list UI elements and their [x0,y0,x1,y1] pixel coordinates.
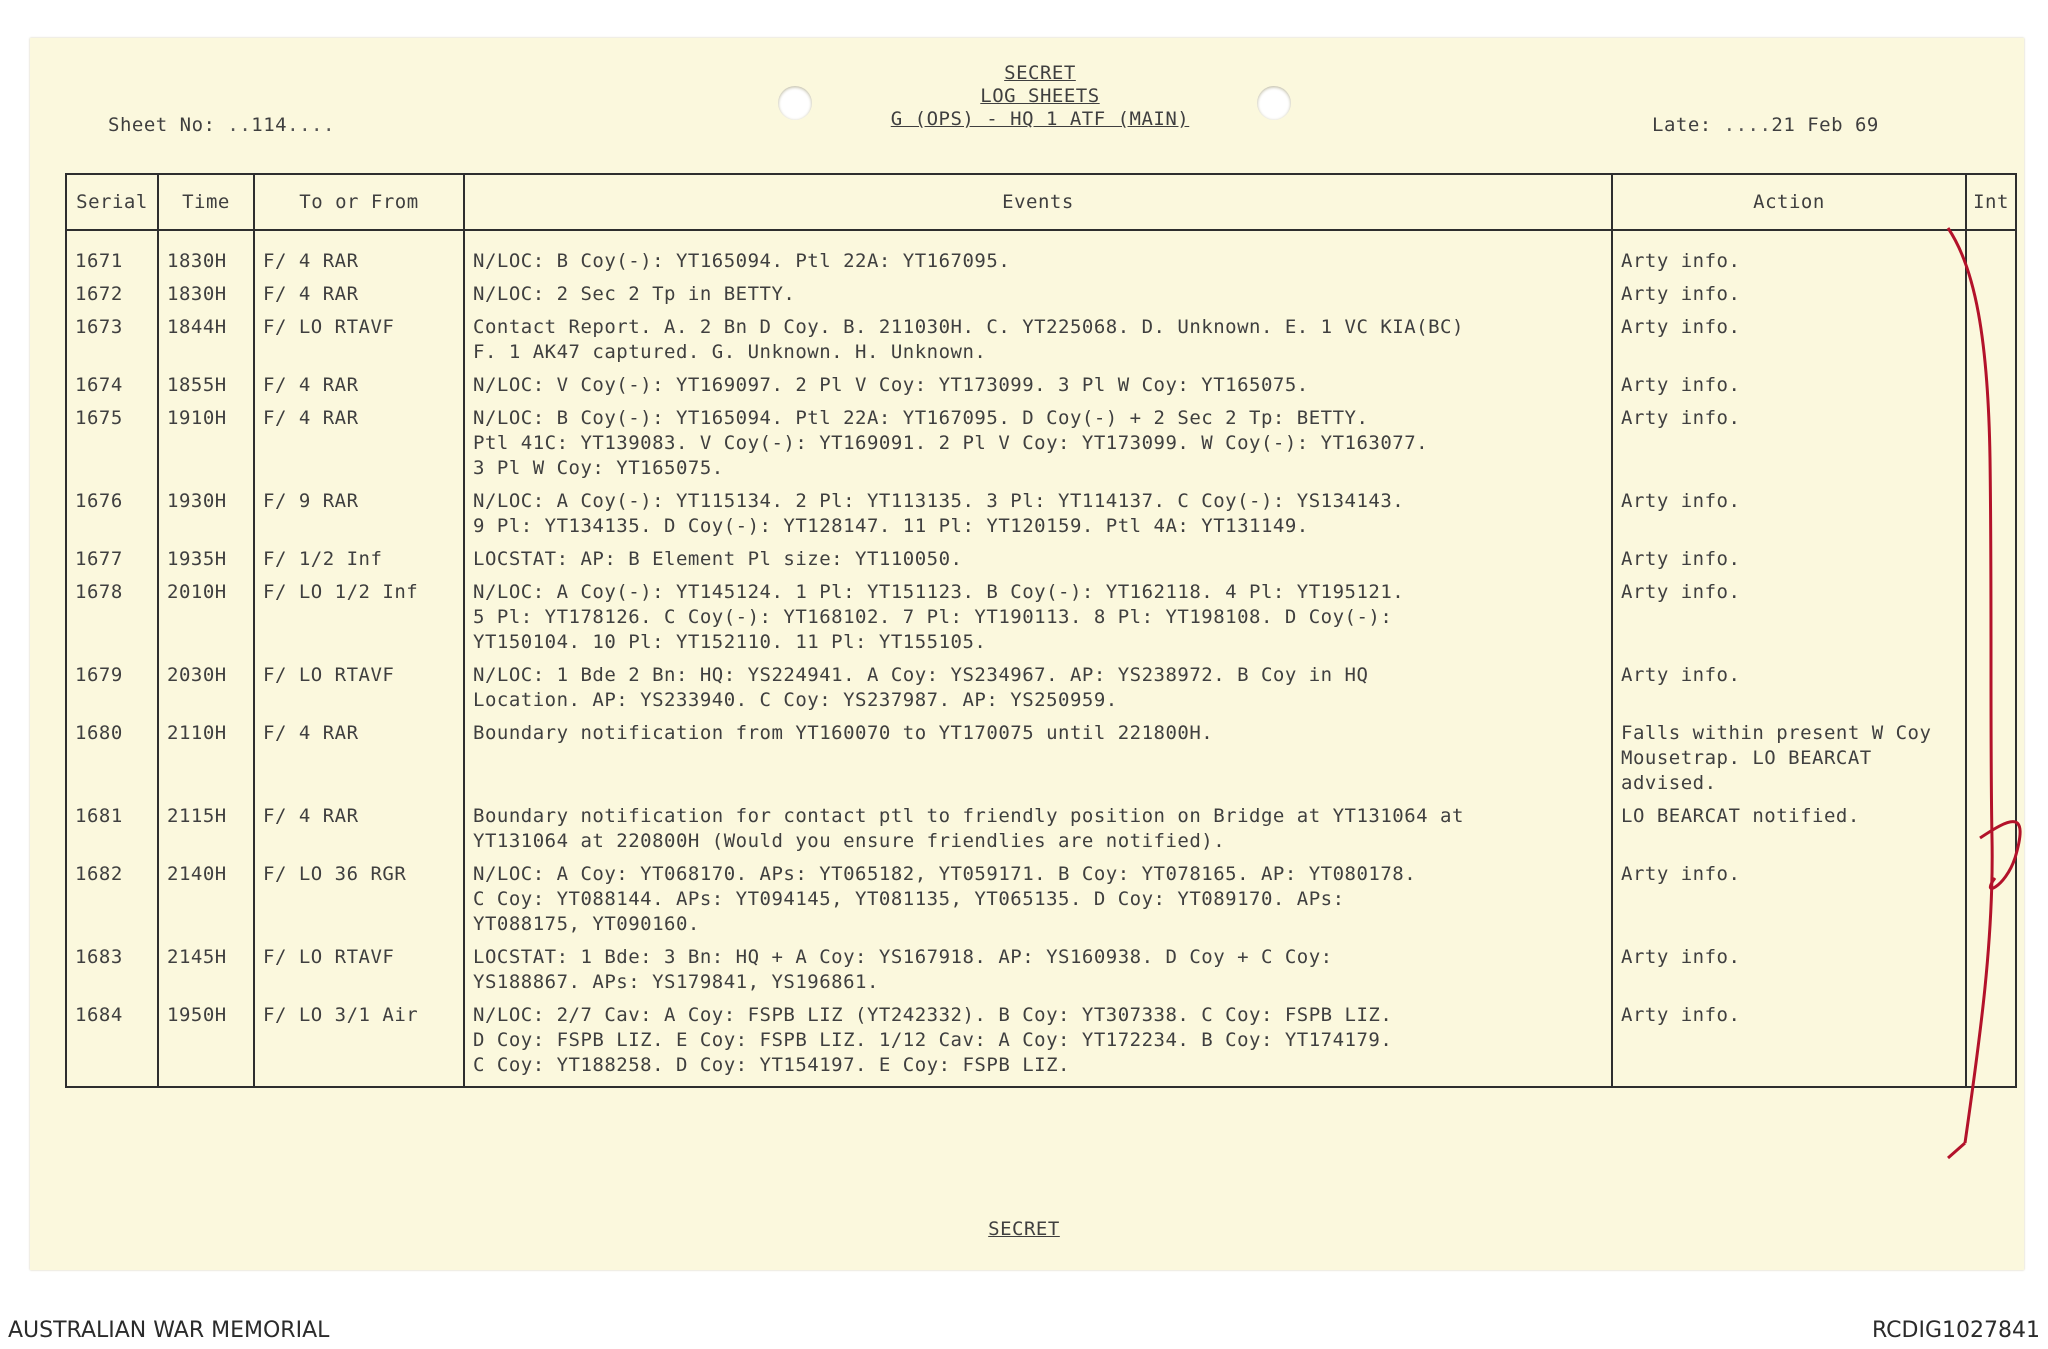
document-header [800,62,1280,131]
cell-events: N/LOC: 1 Bde 2 Bn: HQ: YS224941. A Coy: YS234967. AP: YS238972. B Coy in HQ Location. AP: YS233940. C Coy: YS237987. AP: YS250959. [464,663,1612,721]
cell-time: 2145H [158,945,254,1003]
column-header-action: Action [1612,174,1966,230]
table-row [66,721,2016,804]
cell-time: 1830H [158,282,254,315]
cell-to-or-from: F/ 9 RAR [254,489,464,547]
cell-serial: 1672 [66,282,158,315]
cell-events: N/LOC: B Coy(-): YT165094. Ptl 22A: YT167095. [464,249,1612,282]
table-row [66,249,2016,282]
date-label: Late: [1652,114,1712,136]
cell-serial: 1676 [66,489,158,547]
column-header-serial: Serial [66,174,158,230]
cell-events: LOCSTAT: 1 Bde: 3 Bn: HQ + A Coy: YS167918. AP: YS160938. D Coy + C Coy: YS188867. APs: YS179841, YS196861. [464,945,1612,1003]
table-row [66,373,2016,406]
cell-serial: 1671 [66,249,158,282]
cell-to-or-from: F/ 4 RAR [254,804,464,862]
cell-action: Arty info. [1612,315,1966,373]
cell-action: Arty info. [1612,663,1966,721]
cell-int [1966,663,2016,721]
log-table [65,173,2017,1088]
cell-int [1966,373,2016,406]
table-row [66,315,2016,373]
cell-serial: 1678 [66,580,158,663]
date-field: Late: ....21 Feb 69 [1652,114,1879,136]
column-header-to-or-from: To or From [254,174,464,230]
cell-to-or-from: F/ LO RTAVF [254,663,464,721]
cell-time: 1910H [158,406,254,489]
cell-events: Contact Report. A. 2 Bn D Coy. B. 211030H. C. YT225068. D. Unknown. E. 1 VC KIA(BC) F. 1 AK47 captured. G. Unknown. H. Unknown. [464,315,1612,373]
classification-top: SECRET [1004,62,1076,84]
column-header-int: Int [1966,174,2016,230]
cell-int [1966,489,2016,547]
sheet-number: Sheet No: ..114.... [108,114,335,136]
unit-title: G (OPS) - HQ 1 ATF (MAIN) [890,108,1190,130]
cell-int [1966,580,2016,663]
table-row [66,663,2016,721]
red-pen-tail-stroke [1948,1143,1965,1158]
table-row [66,406,2016,489]
cell-action: Arty info. [1612,489,1966,547]
caption-archive-name: AUSTRALIAN WAR MEMORIAL [8,1318,330,1343]
cell-action: Arty info. [1612,373,1966,406]
cell-serial: 1681 [66,804,158,862]
cell-to-or-from: F/ 4 RAR [254,373,464,406]
sheet-number-value: 114 [251,114,288,136]
cell-events: N/LOC: A Coy: YT068170. APs: YT065182, YT059171. B Coy: YT078165. AP: YT080178. C Coy: YT088144. APs: YT094145, YT081135, YT065135. D Coy: YT089170. APs: YT088175, YT090160. [464,862,1612,945]
cell-time: 2030H [158,663,254,721]
cell-action: Arty info. [1612,249,1966,282]
cell-serial: 1682 [66,862,158,945]
cell-to-or-from: F/ LO RTAVF [254,945,464,1003]
cell-int [1966,315,2016,373]
cell-to-or-from: F/ LO 1/2 Inf [254,580,464,663]
sheet-number-label: Sheet No: [108,114,216,136]
cell-int [1966,406,2016,489]
table-row [66,945,2016,1003]
cell-events: N/LOC: A Coy(-): YT115134. 2 Pl: YT113135. 3 Pl: YT114137. C Coy(-): YS134143. 9 Pl: YT134135. D Coy(-): YT128147. 11 Pl: YT120159. Ptl 4A: YT131149. [464,489,1612,547]
log-sheet-paper [30,38,2024,1270]
cell-action: LO BEARCAT notified. [1612,804,1966,862]
cell-action: Arty info. [1612,945,1966,1003]
cell-events: N/LOC: A Coy(-): YT145124. 1 Pl: YT151123. B Coy(-): YT162118. 4 Pl: YT195121. 5 Pl: YT178126. C Coy(-): YT168102. 7 Pl: YT190113. 8 Pl: YT198108. D Coy(-): YT150104. 10 Pl: YT152110. 11 Pl: YT155105. [464,580,1612,663]
cell-time: 1950H [158,1003,254,1087]
cell-action: Arty info. [1612,862,1966,945]
cell-serial: 1675 [66,406,158,489]
cell-events: Boundary notification for contact ptl to friendly position on Bridge at YT131064 at YT131064 at 220800H (Would you ensure friendlies are notified). [464,804,1612,862]
cell-time: 1844H [158,315,254,373]
table-row [66,1003,2016,1087]
table-row [66,580,2016,663]
cell-int [1966,721,2016,804]
cell-to-or-from: F/ LO 3/1 Air [254,1003,464,1087]
cell-events: N/LOC: 2 Sec 2 Tp in BETTY. [464,282,1612,315]
cell-serial: 1683 [66,945,158,1003]
cell-int [1966,804,2016,862]
cell-to-or-from: F/ LO RTAVF [254,315,464,373]
date-value: 21 Feb 69 [1771,114,1879,136]
cell-events: LOCSTAT: AP: B Element Pl size: YT110050. [464,547,1612,580]
cell-to-or-from: F/ 4 RAR [254,406,464,489]
cell-serial: 1680 [66,721,158,804]
table-header-row [66,174,2016,230]
cell-time: 2110H [158,721,254,804]
cell-int [1966,547,2016,580]
cell-time: 1935H [158,547,254,580]
cell-events: Boundary notification from YT160070 to YT170075 until 221800H. [464,721,1612,804]
column-header-time: Time [158,174,254,230]
cell-action: Falls within present W Coy Mousetrap. LO BEARCAT advised. [1612,721,1966,804]
cell-to-or-from: F/ LO 36 RGR [254,862,464,945]
table-row [66,282,2016,315]
cell-action: Arty info. [1612,580,1966,663]
cell-int [1966,1003,2016,1087]
caption-archive-id: RCDIG1027841 [1871,1318,2040,1343]
column-header-events: Events [464,174,1612,230]
cell-action: Arty info. [1612,406,1966,489]
cell-serial: 1673 [66,315,158,373]
cell-to-or-from: F/ 4 RAR [254,249,464,282]
table-row [66,489,2016,547]
cell-int [1966,945,2016,1003]
cell-time: 2140H [158,862,254,945]
cell-to-or-from: F/ 4 RAR [254,282,464,315]
cell-to-or-from: F/ 4 RAR [254,721,464,804]
classification-bottom: SECRET [988,1218,1060,1240]
cell-serial: 1679 [66,663,158,721]
cell-events: N/LOC: 2/7 Cav: A Coy: FSPB LIZ (YT242332). B Coy: YT307338. C Coy: FSPB LIZ. D Coy: FSPB LIZ. E Coy: FSPB LIZ. 1/12 Cav: A Coy: YT172234. B Coy: YT174179. C Coy: YT188258. D Coy: YT154197. E Coy: FSPB LIZ. [464,1003,1612,1087]
cell-time: 1855H [158,373,254,406]
cell-action: Arty info. [1612,1003,1966,1087]
cell-int [1966,282,2016,315]
table-row [66,862,2016,945]
log-table-body [66,230,2016,1087]
table-row [66,804,2016,862]
cell-time: 1930H [158,489,254,547]
table-row [66,547,2016,580]
cell-serial: 1684 [66,1003,158,1087]
cell-events: N/LOC: B Coy(-): YT165094. Ptl 22A: YT167095. D Coy(-) + 2 Sec 2 Tp: BETTY. Ptl 41C: YT139083. V Coy(-): YT169091. 2 Pl V Coy: YT173099. W Coy(-): YT163077. 3 Pl W Coy: YT165075. [464,406,1612,489]
document-type: LOG SHEETS [980,85,1100,107]
cell-time: 1830H [158,249,254,282]
table-spacer-row [66,230,2016,249]
cell-serial: 1677 [66,547,158,580]
cell-action: Arty info. [1612,547,1966,580]
cell-action: Arty info. [1612,282,1966,315]
cell-to-or-from: F/ 1/2 Inf [254,547,464,580]
cell-events: N/LOC: V Coy(-): YT169097. 2 Pl V Coy: YT173099. 3 Pl W Coy: YT165075. [464,373,1612,406]
cell-int [1966,862,2016,945]
cell-int [1966,249,2016,282]
cell-serial: 1674 [66,373,158,406]
cell-time: 2010H [158,580,254,663]
cell-time: 2115H [158,804,254,862]
